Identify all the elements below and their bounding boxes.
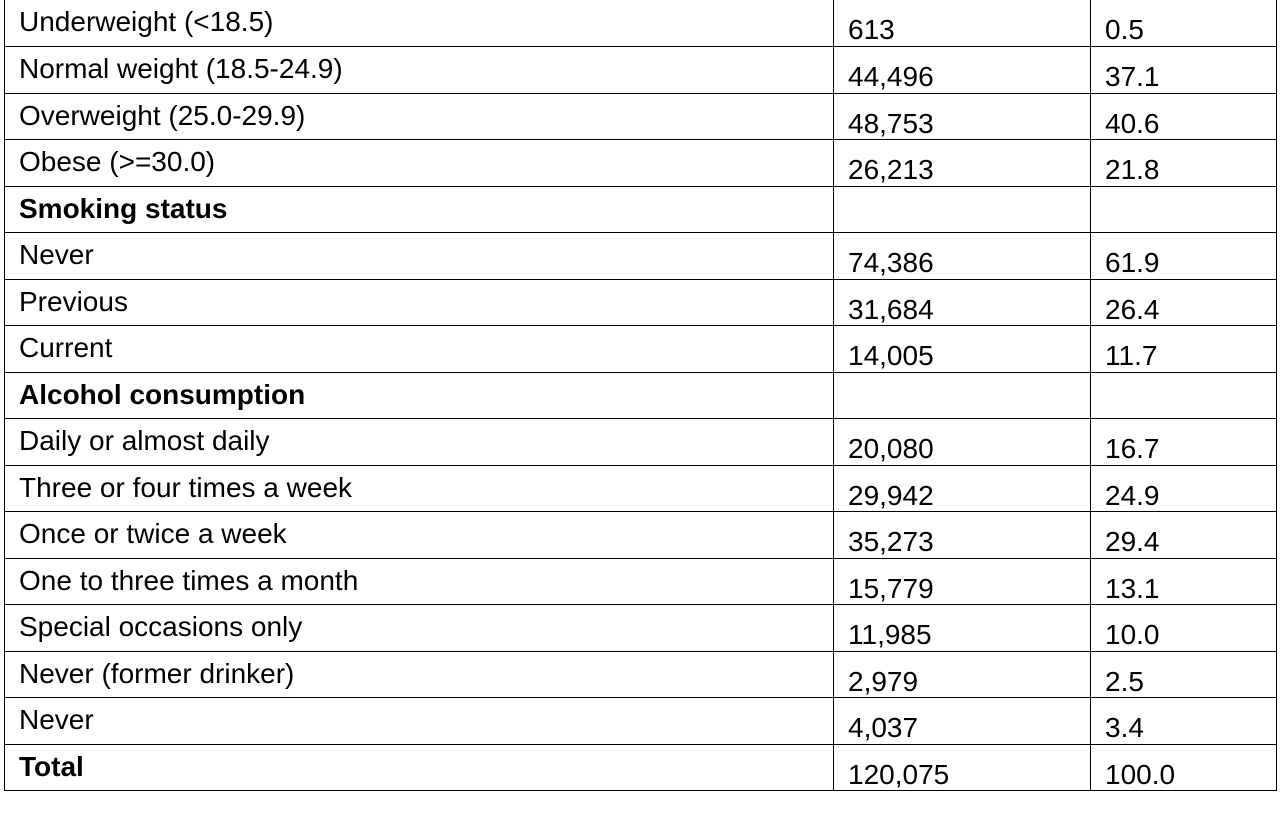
table-row	[5, 512, 1277, 559]
row-count: 74,386	[834, 233, 1091, 280]
row-label: Never	[5, 233, 834, 280]
row-percent	[1091, 372, 1277, 419]
row-percent: 2.5	[1091, 651, 1277, 698]
row-label: Current	[5, 326, 834, 373]
row-percent: 24.9	[1091, 465, 1277, 512]
row-label: Once or twice a week	[5, 512, 834, 559]
row-percent: 11.7	[1091, 326, 1277, 373]
row-label: Daily or almost daily	[5, 419, 834, 466]
table-row	[5, 651, 1277, 698]
table-row	[5, 233, 1277, 280]
table-row	[5, 93, 1277, 140]
section-title: Alcohol consumption	[5, 372, 834, 419]
row-percent: 26.4	[1091, 279, 1277, 326]
row-label: Underweight (<18.5)	[5, 0, 834, 47]
table-row	[5, 326, 1277, 373]
table-row	[5, 558, 1277, 605]
row-label: Previous	[5, 279, 834, 326]
table-row	[5, 465, 1277, 512]
row-count	[834, 372, 1091, 419]
row-label: Normal weight (18.5-24.9)	[5, 47, 834, 94]
table-row	[5, 698, 1277, 745]
row-count	[834, 186, 1091, 233]
characteristics-table	[4, 0, 1277, 791]
row-count: 14,005	[834, 326, 1091, 373]
row-label: Special occasions only	[5, 605, 834, 652]
row-count: 2,979	[834, 651, 1091, 698]
row-percent: 61.9	[1091, 233, 1277, 280]
row-count: 26,213	[834, 140, 1091, 187]
row-percent: 40.6	[1091, 93, 1277, 140]
table-row	[5, 279, 1277, 326]
row-count: 29,942	[834, 465, 1091, 512]
row-label: One to three times a month	[5, 558, 834, 605]
row-percent: 21.8	[1091, 140, 1277, 187]
table-row	[5, 47, 1277, 94]
total-row	[5, 744, 1277, 791]
total-count: 120,075	[834, 744, 1091, 791]
section-header-row	[5, 186, 1277, 233]
table-row	[5, 605, 1277, 652]
row-count: 613	[834, 0, 1091, 47]
table-row	[5, 0, 1277, 47]
row-label: Three or four times a week	[5, 465, 834, 512]
table-row	[5, 419, 1277, 466]
total-label: Total	[5, 744, 834, 791]
table-body	[5, 0, 1277, 791]
row-count: 35,273	[834, 512, 1091, 559]
row-label: Overweight (25.0-29.9)	[5, 93, 834, 140]
row-percent: 16.7	[1091, 419, 1277, 466]
row-percent: 0.5	[1091, 0, 1277, 47]
row-count: 44,496	[834, 47, 1091, 94]
section-header-row	[5, 372, 1277, 419]
row-percent: 29.4	[1091, 512, 1277, 559]
row-count: 4,037	[834, 698, 1091, 745]
row-count: 48,753	[834, 93, 1091, 140]
row-percent: 37.1	[1091, 47, 1277, 94]
row-count: 20,080	[834, 419, 1091, 466]
row-percent: 3.4	[1091, 698, 1277, 745]
row-count: 11,985	[834, 605, 1091, 652]
row-percent: 10.0	[1091, 605, 1277, 652]
row-label: Obese (>=30.0)	[5, 140, 834, 187]
section-title: Smoking status	[5, 186, 834, 233]
row-label: Never (former drinker)	[5, 651, 834, 698]
row-percent: 13.1	[1091, 558, 1277, 605]
row-percent	[1091, 186, 1277, 233]
table-row	[5, 140, 1277, 187]
row-count: 31,684	[834, 279, 1091, 326]
row-label: Never	[5, 698, 834, 745]
total-percent: 100.0	[1091, 744, 1277, 791]
row-count: 15,779	[834, 558, 1091, 605]
